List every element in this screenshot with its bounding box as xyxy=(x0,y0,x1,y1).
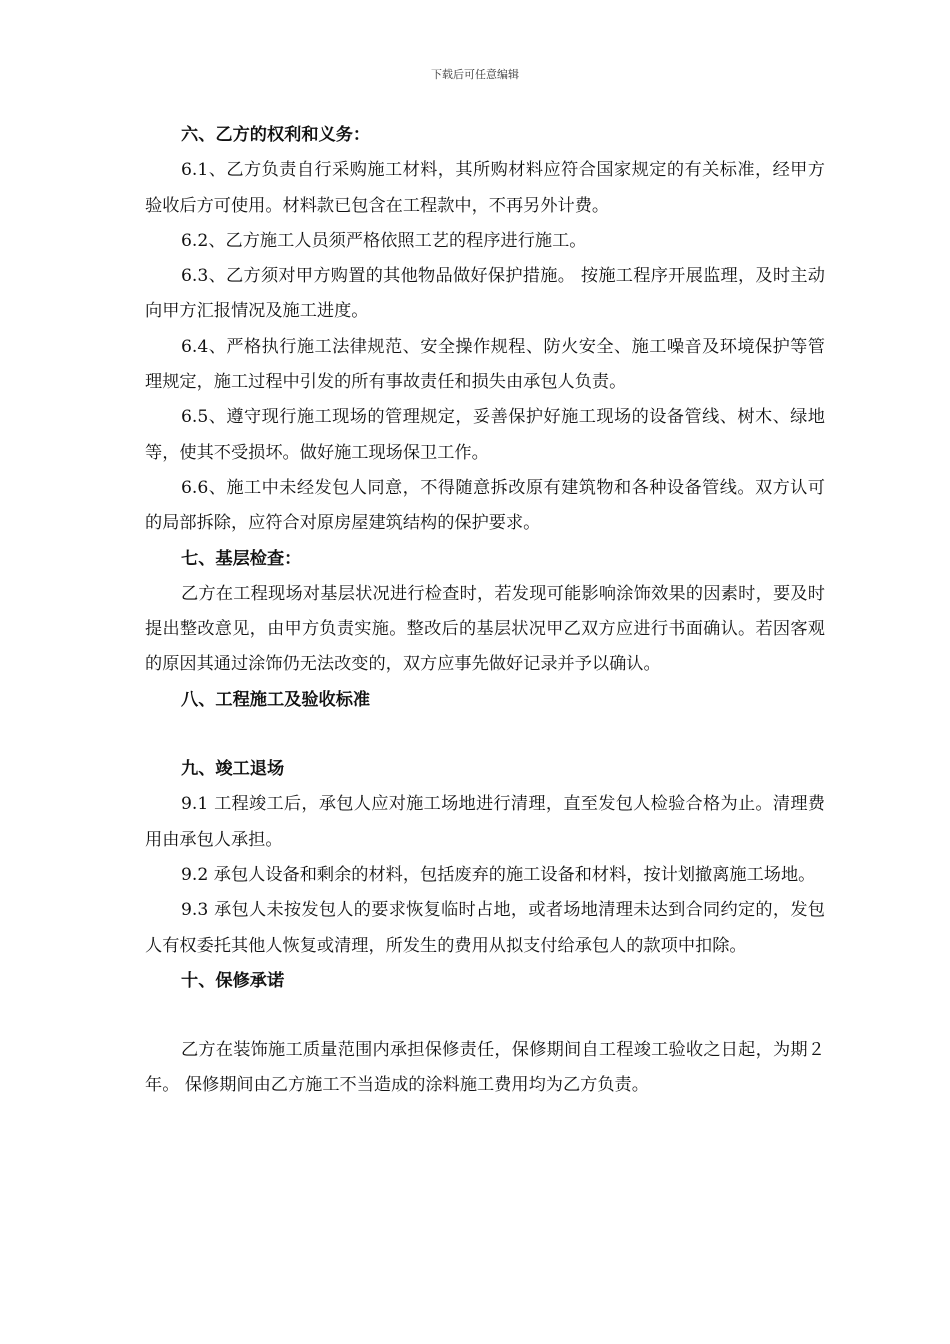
clause-10: 乙方在装饰施工质量范围内承担保修责任，保修期间自工程竣工验收之日起，为期２年。 保修期间由乙方施工不当造成的涂料施工费用均为乙方负责。 xyxy=(145,1040,825,1096)
clause-6-2: 6.2、乙方施工人员须严格依照工艺的程序进行施工。 xyxy=(181,230,587,251)
section-heading-7: 七、基层检查： xyxy=(181,548,302,569)
clause-6-6: 6.6、施工中未经发包人同意，不得随意拆改原有建筑物和各种设备管线。双方认可的局部拆除，应符合对原房屋建筑结构的保护要求。 xyxy=(145,477,825,534)
blank-line xyxy=(145,718,825,752)
section-heading-8: 八、工程施工及验收标准 xyxy=(181,689,371,710)
clause-9-1: 9.1 工程竣工后，承包人应对施工场地进行清理，直至发包人检验合格为止。清理费用由承包人承担。 xyxy=(145,794,825,850)
clause-7: 乙方在工程现场对基层状况进行检查时，若发现可能影响涂饰效果的因素时，要及时提出整改意见，由甲方负责实施。整改后的基层状况甲乙双方应进行书面确认。若因客观的原因其通过涂饰仍无法改变的，双方应事先做好记录并予以确认。 xyxy=(145,583,825,675)
clause-6-5: 6.5、遵守现行施工现场的管理规定，妥善保护好施工现场的设备管线、树木、绿地等，使其不受损坏。做好施工现场保卫工作。 xyxy=(145,407,825,463)
section-heading-10: 十、保修承诺 xyxy=(181,970,285,991)
clause-6-4: 6.4、严格执行施工法律规范、安全操作规程、防火安全、施工噪音及环境保护等管理规定，施工过程中引发的所有事故责任和损失由承包人负责。 xyxy=(145,336,825,393)
clause-9-3: 9.3 承包人未按发包人的要求恢复临时占地，或者场地清理未达到合同约定的，发包人有权委托其他人恢复或清理，所发生的费用从拟支付给承包人的款项中扣除。 xyxy=(145,900,825,956)
section-heading-6: 六、乙方的权利和义务： xyxy=(181,125,371,145)
clause-6-3: 6.3、乙方须对甲方购置的其他物品做好保护措施。 按施工程序开展监理，及时主动向甲方汇报情况及施工进度。 xyxy=(145,266,825,322)
clause-9-2: 9.2 承包人设备和剩余的材料，包括废弃的施工设备和材料，按计划撤离施工场地。 xyxy=(181,864,816,885)
page-header: 下载后可任意编辑 xyxy=(431,68,519,81)
blank-line xyxy=(145,999,825,1033)
clause-6-1: 6.1、乙方负责自行采购施工材料，其所购材料应符合国家规定的有关标准，经甲方验收后方可使用。材料款已包含在工程款中，不再另外计费。 xyxy=(145,160,825,216)
document-body xyxy=(145,118,825,1104)
section-heading-9: 九、竣工退场 xyxy=(181,759,285,780)
